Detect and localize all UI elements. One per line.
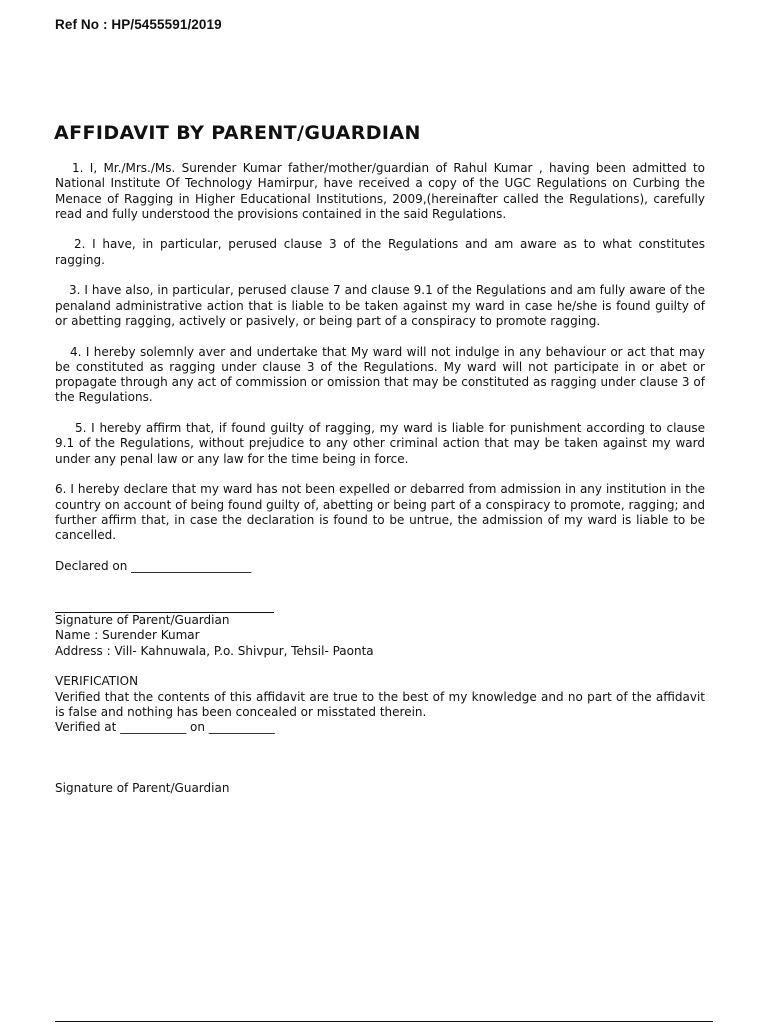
signature-label: Signature of Parent/Guardian — [55, 613, 230, 628]
declared-on-blank: ____________________ — [131, 558, 252, 573]
guardian-name: Name : Surender Kumar — [55, 628, 200, 643]
clause-6: 6. I hereby declare that my ward has not been expelled or debarred from admission in any institution in the country on account of being found guilty of, abetting or being part of a conspiracy to promote, ragging; and further affirm that, in case the declaration is found to be untrue, the admission of my ward is liable to be cancelled. — [55, 482, 705, 543]
verified-at-blank: ___________ — [120, 720, 187, 735]
clause-1: 1. I, Mr./Mrs./Ms. Surender Kumar father/mother/guardian of Rahul Kumar , having been admitted to National Institute Of Technology Hamirpur, have received a copy of the UGC Regulations on Curbing the Menace of Ragging in Higher Educational Institutions, 2009,(hereinafter called the Regulations), carefully read and fully understood the provisions contained in the said Regulations. — [55, 161, 705, 221]
guardian-address: Address : Vill- Kahnuwala, P.o. Shivpur, Tehsil- Paonta — [55, 643, 374, 658]
document-title: AFFIDAVIT BY PARENT/GUARDIAN — [54, 122, 421, 144]
declared-on-line — [55, 559, 705, 574]
affidavit-body — [55, 161, 705, 797]
page-bottom-rule — [55, 1021, 713, 1022]
verified-at-line — [55, 720, 705, 735]
clause-3: 3. I have also, in particular, perused clause 7 and clause 9.1 of the Regulations and am fully aware of the penaland administrative action that is liable to be taken against my ward in case he/she is found guilty of or abetting ragging, actively or pasively, or being part of a conspiracy to promote ragging. — [55, 283, 705, 328]
verified-at-label: Verified at — [55, 720, 117, 735]
clause-2: 2. I have, in particular, perused clause 3 of the Regulations and am aware as to what constitutes ragging. — [55, 237, 705, 267]
verification-text: Verified that the contents of this affidavit are true to the best of my knowledge and no part of the affidavit is false and nothing has been concealed or misstated therein. — [55, 689, 705, 719]
verified-on-blank: ___________ — [208, 720, 275, 735]
reference-number: Ref No : HP/5455591/2019 — [55, 17, 222, 32]
verified-on-label: on — [190, 720, 205, 735]
clause-5: 5. I hereby affirm that, if found guilty of ragging, my ward is liable for punishment according to clause 9.1 of the Regulations, without prejudice to any other criminal action that may be taken against my ward under any penal law or any law for the time being in force. — [55, 421, 705, 466]
verification-heading: VERIFICATION — [55, 674, 139, 689]
clause-4: 4. I hereby solemnly aver and undertake that My ward will not indulge in any behaviour or act that may be constituted as ragging under clause 3 of the Regulations. My ward will not participate in or abet or propagate through any act of commission or omission that may be constituted as ragging under clause 3 of the Regulations. — [55, 344, 705, 405]
final-signature-label: Signature of Parent/Guardian — [55, 781, 230, 796]
declared-on-label: Declared on — [55, 558, 128, 573]
